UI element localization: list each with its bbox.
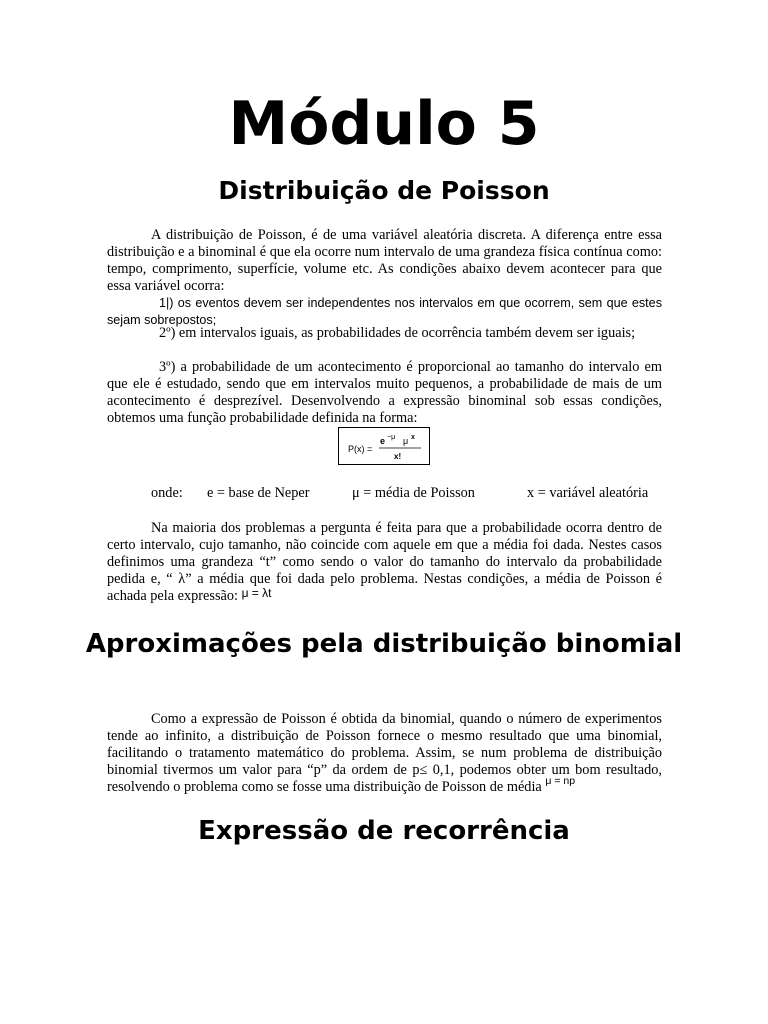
formula-denominator: x!: [394, 452, 402, 461]
condition-3: [107, 359, 662, 427]
formula-mu-exp: x: [411, 434, 415, 441]
np-formula: μ = np: [545, 775, 576, 787]
definition-e: e = base de Neper: [207, 485, 310, 501]
definition-mu: μ = média de Poisson: [352, 485, 475, 501]
definition-x: x = variável aleatória: [527, 485, 649, 501]
formula-mu: μ: [403, 436, 409, 446]
page-title: Módulo 5: [228, 89, 540, 159]
condition-2-marker: 2º): [159, 325, 176, 341]
condition-2: [107, 325, 662, 342]
formula-e: e: [380, 436, 386, 446]
section-heading-recurrence: Expressão de recorrência: [198, 816, 570, 846]
lambda-formula: μ = λt: [241, 586, 272, 600]
page-subtitle: Distribuição de Poisson: [218, 176, 550, 205]
intro-text: A distribuição de Poisson, é de uma variável aleatória discreta. A diferença entre essa distribuição e a binominal é que ela ocorre num intervalo de uma grandeza física contínua como: tempo, comprimento, superfície, volume etc. As condições abaixo devem acontecer para que essa variável ocorra:: [107, 227, 662, 294]
intro-paragraph: [107, 227, 662, 295]
binomial-text: Como a expressão de Poisson é obtida da binomial, quando o número de experimentos tende ao infinito, a distribuição de Poisson fornece o mesmo resultado que uma binomial, facilitando o tratamento matemático do problema. Assim, se num problema de distribuição binomial tivermos um valor para “p” da ordem de p≤ 0,1, podemos obter um bom resultado, resolvendo o problema como se fosse uma distribuição de Poisson de média: [107, 711, 662, 795]
condition-2-text: em intervalos iguais, as probabilidades de ocorrência também devem ser iguais;: [175, 325, 636, 341]
poisson-formula: [338, 427, 430, 465]
condition-3-text: a probabilidade de um acontecimento é proporcional ao tamanho do intervalo em que ele é estudado, sendo que em intervalos muito pequenos, a probabilidade de mais de um acontecimento é desprezível. Desenvolvendo a expressão binominal sob essas condições, obtemos uma função probabilidade definida na forma:: [107, 359, 662, 426]
condition-3-marker: 3º): [159, 359, 176, 375]
formula-e-exp: −μ: [387, 434, 396, 441]
binomial-paragraph: [107, 711, 662, 797]
paragraph-2: [107, 520, 662, 605]
condition-1: [107, 295, 662, 329]
condition-1-marker: 1|): [159, 296, 174, 310]
formula-lhs: P(x) =: [348, 444, 373, 454]
condition-1-text: os eventos devem ser independentes nos intervalos em que ocorrem, sem que estes sejam sobrepostos;: [107, 296, 662, 327]
definitions-label: onde:: [151, 485, 183, 501]
paragraph-2-text: Na maioria dos problemas a pergunta é feita para que a probabilidade ocorra dentro de certo intervalo, cujo tamanho, não coincide com aquele em que a média foi dada. Nestes casos definimos uma grandeza “t” como sendo o valor do tamanho do intervalo da probabilidade pedida e, “ λ” a média que foi dada pelo problema. Nestas condições, a média de Poisson é achada pela expressão:: [107, 520, 662, 604]
section-heading-binomial: Aproximações pela distribuição binomial: [85, 629, 683, 659]
